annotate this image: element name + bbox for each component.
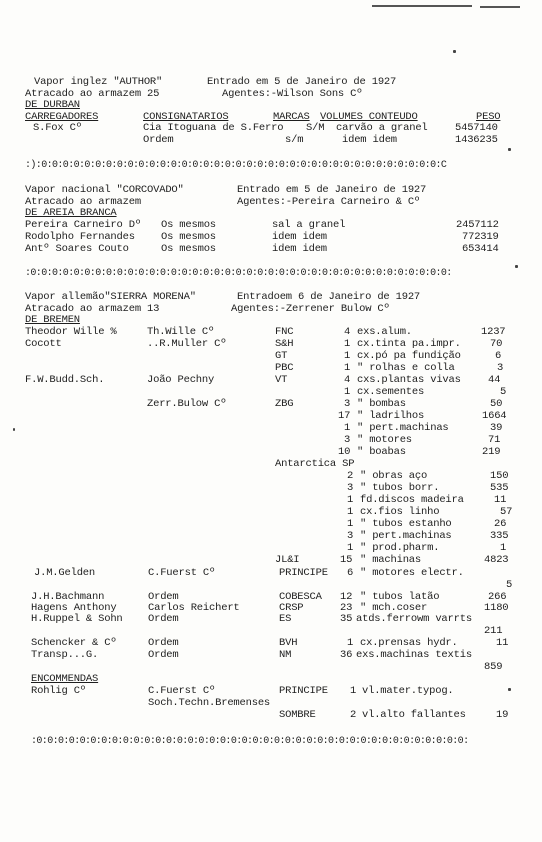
ship3-row3-a: Hagens Anthony <box>31 602 117 614</box>
ship3-row3-c: COBESCA <box>279 591 322 603</box>
ship3-row2-e: 26 <box>494 518 507 530</box>
ship2-row-a: Rodolpho Fernandes <box>25 231 135 243</box>
ship2-row-b: Os mesmos <box>161 219 216 231</box>
ship1-row-e: 5457140 <box>455 122 498 134</box>
ship3-row-c: S&H <box>275 338 294 350</box>
ship3-row-e: 44 <box>488 374 501 386</box>
ship2-row-d: idem idem <box>272 231 327 243</box>
ship1-row-e: 1436235 <box>455 134 498 146</box>
ship3-row-a: F.W.Budd.Sch. <box>25 374 105 386</box>
ship3-entry: Entradoem 6 de Janeiro de 1927 <box>237 291 421 303</box>
ship1-row-d: carvão a granel <box>336 122 428 134</box>
ship3-row3-q: 1 <box>347 637 354 649</box>
ship3-row2-e: 11 <box>494 494 507 506</box>
ship1-entry: Entrado em 5 de Janeiro de 1927 <box>207 76 397 88</box>
ship3-row2-q: 1 <box>347 494 354 506</box>
ship3-row-d: " pert.machinas <box>357 422 449 434</box>
ship1-row-b: Ordem <box>143 134 174 146</box>
ship3-row-d: " ladrilhos <box>357 410 425 422</box>
ship3-row3-d: " tubos latão <box>360 591 440 603</box>
ship3-row3-b: Ordem <box>148 637 179 649</box>
separator-1: :):0:0:0:0:0:0:0:0:0:0:0:0:0:0:0:0:0:0:0:0:0:0:0:0:0:0:0:0:0:0:0:0:0:0:0:0:0:C <box>25 160 447 171</box>
ship3-row3-b: C.Fuerst Cº <box>148 567 216 579</box>
ship3-row3-c: ES <box>279 613 292 625</box>
ship3-row-e: 219 <box>482 446 501 458</box>
ship3-row4-c: PRINCIPE <box>279 685 328 697</box>
encomendas-heading: ENCOMMENDAS <box>31 673 99 685</box>
ship3-row4-q: 2 <box>350 709 357 721</box>
ship3-row-d: cx.pó pa fundição <box>357 350 461 362</box>
ship3-row-c: VT <box>275 374 288 386</box>
ship2-row-b: Os mesmos <box>161 231 216 243</box>
ship3-row2-e: 150 <box>490 470 509 482</box>
ship3-row2-q: 1 <box>347 542 354 554</box>
ship3-row3-q: 6 <box>347 567 354 579</box>
ship3-row2-d: " obras aço <box>360 470 428 482</box>
ship2-row-e: 772319 <box>462 231 499 243</box>
ship3-row-c: GT <box>275 350 288 362</box>
ship3-row2-d: " tubos estanho <box>360 518 452 530</box>
ship3-row2-e: 4823 <box>484 554 509 566</box>
ship3-row-e: 1664 <box>482 410 507 422</box>
ship3-row-e: 39 <box>490 422 503 434</box>
ship3-row-d: " rolhas e colla <box>357 362 455 374</box>
ship3-row-q: 1 <box>344 338 351 350</box>
ship3-row-q: 1 <box>344 362 351 374</box>
scan-speck <box>508 688 511 691</box>
ship3-row2-q: 3 <box>347 530 354 542</box>
ship3-row-e: 5 <box>500 386 507 398</box>
col-carregadores: CARREGADORES <box>25 111 99 123</box>
ship3-row3-q: 36 <box>340 649 353 661</box>
ship3-row-d: cx.sementes <box>357 386 425 398</box>
ship3-row3-q: 35 <box>340 613 353 625</box>
ship3-row3-c: PRINCIPE <box>279 567 328 579</box>
scan-speck <box>13 428 15 431</box>
ship3-row3-a: H.Ruppel & Sohn <box>31 613 123 625</box>
ship2-title: Vapor nacional "CORCOVADO" <box>25 184 184 196</box>
ship3-row-e: 50 <box>490 398 503 410</box>
ship3-row3-c: CRSP <box>279 602 304 614</box>
ship3-row4-d: vl.alto fallantes <box>362 709 466 721</box>
scan-speck <box>453 50 456 53</box>
ship3-row-d: exs.alum. <box>357 326 412 338</box>
separator-3: :0:0:0:0:0:0:0:0:0:0:0:0:0:0:0:0:0:0:0:0:0:0:0:0:0:0:0:0:0:0:0:0:0:0:0:0:0:0:0:0: <box>31 736 469 747</box>
ship3-row3-d: cx.prensas hydr. <box>360 637 458 649</box>
ship3-row-q: 4 <box>344 374 351 386</box>
ship3-row-e: 1237 <box>481 326 506 338</box>
ship3-row2-q: 1 <box>347 518 354 530</box>
ship3-row2-e: 335 <box>490 530 509 542</box>
ship3-row-q: 3 <box>344 434 351 446</box>
ship3-row3-d: exs.machinas textis <box>356 649 472 661</box>
ship1-row-a: S.Fox Cº <box>33 122 82 134</box>
ship1-row-c: s/m <box>285 134 304 146</box>
ship2-entry: Entrado em 5 de Janeiro de 1927 <box>237 184 427 196</box>
ship3-row3-e: 859 <box>484 661 503 673</box>
ship3-row4-b: C.Fuerst Cº <box>148 685 216 697</box>
ship3-row2-q: 1 <box>347 506 354 518</box>
scan-mark <box>480 6 520 8</box>
ship3-row2-d: fd.discos madeira <box>360 494 464 506</box>
ship1-title: Vapor inglez "AUTHOR" <box>34 76 163 88</box>
ship2-row-d: sal a granel <box>272 219 346 231</box>
ship3-row2-q: 2 <box>347 470 354 482</box>
ship3-row4-c: SOMBRE <box>279 709 316 721</box>
ship2-row-a: Antº Soares Couto <box>25 243 129 255</box>
ship3-origin: DE BREMEN <box>25 314 80 326</box>
ship3-row3-c: BVH <box>279 637 298 649</box>
ship3-row-b: Zerr.Bulow Cº <box>147 398 227 410</box>
ship3-row-b: Th.Wille Cº <box>147 326 215 338</box>
ship3-row4-e: 19 <box>496 709 509 721</box>
col-peso: PESO <box>476 111 501 123</box>
ship3-mark-antarctica: Antarctica SP <box>275 458 355 470</box>
ship1-row-c: S/M <box>306 122 325 134</box>
ship3-row2-d: cx.fios linho <box>360 506 440 518</box>
scan-speck <box>508 148 511 151</box>
ship3-row3-b: Carlos Reichert <box>148 602 240 614</box>
col-marcas: MARCAS <box>273 111 310 123</box>
ship3-row2-d: " tubos borr. <box>360 482 440 494</box>
ship2-row-e: 2457112 <box>456 219 499 231</box>
ship3-row3-e: 1180 <box>484 602 509 614</box>
col-consignatarios: CONSIGNATARIOS <box>143 111 229 123</box>
ship3-row3-d: " motores electr. <box>360 567 464 579</box>
ship3-row3-a: Schencker & Cº <box>31 637 117 649</box>
ship3-dock: Atracado ao armazem 13 <box>25 303 160 315</box>
ship3-row3-a: J.H.Bachmann <box>31 591 105 603</box>
ship3-row2-c: JL&I <box>275 554 300 566</box>
ship3-row-e: 3 <box>497 362 504 374</box>
ship3-row2-e: 535 <box>490 482 509 494</box>
ship3-row2-q: 3 <box>347 482 354 494</box>
ship3-row3-c: NM <box>279 649 292 661</box>
ship1-row-b: Cia Itoguana de S.Ferro <box>143 122 284 134</box>
ship2-agents: Agentes:-Pereira Carneiro & Cº <box>237 196 421 208</box>
ship3-row3-a: J.M.Gelden <box>34 567 96 579</box>
ship2-dock: Atracado ao armazem <box>25 196 141 208</box>
ship3-row4-d: vl.mater.typog. <box>362 685 454 697</box>
ship3-row3-b: Ordem <box>148 649 179 661</box>
ship2-row-e: 653414 <box>462 243 499 255</box>
ship3-row3-a: Transp...G. <box>31 649 99 661</box>
ship3-row4-b: Soch.Techn.Bremenses <box>148 697 271 709</box>
ship3-row3-d: " mch.coser <box>360 602 428 614</box>
ship3-row-d: " motores <box>357 434 412 446</box>
ship3-row-q: 17 <box>338 410 351 422</box>
ship3-row2-d: " pert.machinas <box>360 530 452 542</box>
ship3-row4-q: 1 <box>350 685 357 697</box>
ship3-agents: Agentes:-Zerrener Bulow Cº <box>231 303 390 315</box>
ship1-agents: Agentes:-Wilson Sons Cº <box>222 88 363 100</box>
ship3-row-c: FNC <box>275 326 294 338</box>
ship3-row-q: 1 <box>344 422 351 434</box>
ship2-row-d: idem idem <box>272 243 327 255</box>
ship2-row-a: Pereira Carneiro Dº <box>25 219 141 231</box>
ship3-row-d: cx.tinta pa.impr. <box>357 338 461 350</box>
ship3-row-e: 71 <box>488 434 501 446</box>
ship3-row-q: 3 <box>344 398 351 410</box>
ship3-row-q: 4 <box>344 326 351 338</box>
ship3-title: Vapor allemão"SIERRA MORENA" <box>25 291 196 303</box>
ship3-row3-e: 5 <box>506 579 513 591</box>
ship3-row4-a: Rohlig Cº <box>31 685 86 697</box>
ship3-row-d: " bombas <box>357 398 406 410</box>
ship2-origin: DE AREIA BRANCA <box>25 207 117 219</box>
ship3-row-b: ..R.Muller Cº <box>147 338 227 350</box>
ship2-row-b: Os mesmos <box>161 243 216 255</box>
ship3-row-b: João Pechny <box>147 374 215 386</box>
ship3-row-a: Theodor Wille % <box>25 326 117 338</box>
ship3-row-a: Cocott <box>25 338 62 350</box>
ship3-row-d: " boabas <box>357 446 406 458</box>
ship3-row3-q: 23 <box>340 602 353 614</box>
ship3-row-q: 10 <box>338 446 351 458</box>
ship3-row-c: PBC <box>275 362 294 374</box>
ship3-row2-d: " machinas <box>360 554 422 566</box>
ship3-row3-b: Ordem <box>148 613 179 625</box>
ship3-row-d: cxs.plantas vivas <box>357 374 461 386</box>
col-volumes: VOLUMES CONTEUDO <box>320 111 418 123</box>
scan-speck <box>515 265 518 268</box>
ship3-row2-q: 15 <box>340 554 353 566</box>
ship1-dock: Atracado ao armazem 25 <box>25 88 160 100</box>
ship3-row-q: 1 <box>344 386 351 398</box>
ship3-row3-e: 211 <box>484 625 503 637</box>
ship1-origin: DE DURBAN <box>25 99 80 111</box>
ship3-row-e: 70 <box>490 338 503 350</box>
separator-2: :0:0:0:0:0:0:0:0:0:0:0:0:0:0:0:0:0:0:0:0:0:0:0:0:0:0:0:0:0:0:0:0:0:0:0:0:0:0:0: <box>25 268 452 279</box>
ship3-row-e: 6 <box>495 350 502 362</box>
ship3-row3-e: 266 <box>488 591 507 603</box>
ship3-row2-e: 57 <box>500 506 513 518</box>
ship3-row3-b: Ordem <box>148 591 179 603</box>
scan-mark <box>372 5 472 7</box>
ship1-row-d: idem idem <box>342 134 397 146</box>
ship3-row2-e: 1 <box>500 542 507 554</box>
ship3-row3-d: atds.ferrowm varrts <box>356 613 472 625</box>
ship3-row-c: ZBG <box>275 398 294 410</box>
ship3-row3-q: 12 <box>340 591 353 603</box>
ship3-row-q: 1 <box>344 350 351 362</box>
ship3-row2-d: " prod.pharm. <box>360 542 440 554</box>
ship3-row3-e: 11 <box>496 637 509 649</box>
